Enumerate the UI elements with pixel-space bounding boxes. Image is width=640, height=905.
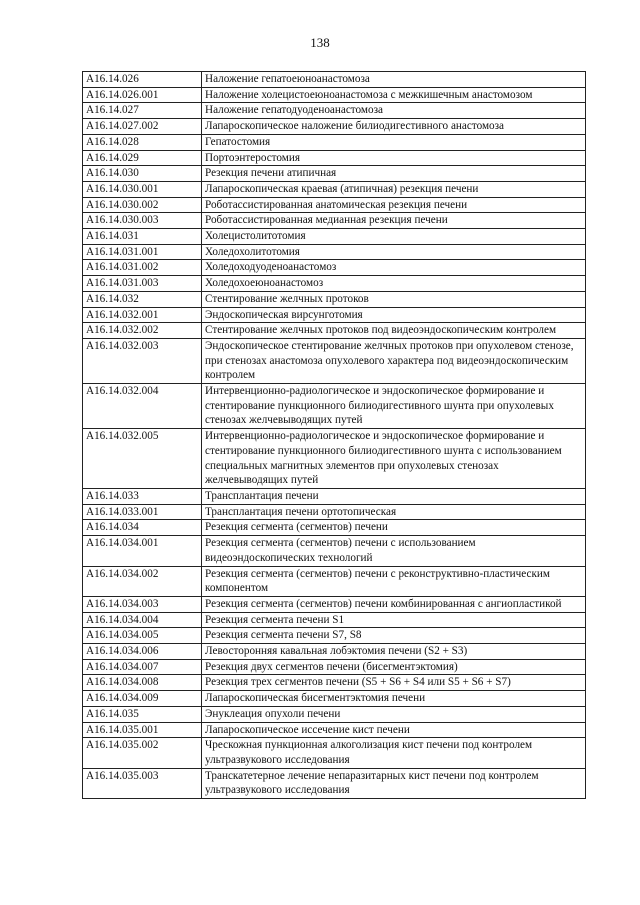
table-row	[83, 488, 586, 504]
procedure-name-cell: Левосторонняя кавальная лобэктомия печени (S2 + S3)	[202, 644, 586, 660]
procedure-code-cell: A16.14.034.009	[83, 691, 202, 707]
procedure-name-cell: Трансплантация печени	[202, 488, 586, 504]
procedure-code-cell: A16.14.032	[83, 291, 202, 307]
procedure-code-cell: A16.14.032.005	[83, 429, 202, 489]
table-row	[83, 244, 586, 260]
procedure-code-cell: A16.14.035.002	[83, 738, 202, 768]
procedure-code-cell: A16.14.034.004	[83, 612, 202, 628]
procedure-code-cell: A16.14.030	[83, 166, 202, 182]
table-row	[83, 213, 586, 229]
procedure-code-cell: A16.14.034	[83, 520, 202, 536]
procedure-name-cell: Холедохоеюноанастомоз	[202, 276, 586, 292]
table-row	[83, 536, 586, 566]
procedure-name-cell: Интервенционно-радиологическое и эндоскопическое формирование и стентирование пункционного билиодигестивного шунта с использованием специальных магнитных элементов при опухолевых стенозах желчевыводящих путей	[202, 429, 586, 489]
table-row	[83, 291, 586, 307]
procedure-name-cell: Роботассистированная анатомическая резекция печени	[202, 197, 586, 213]
procedure-code-cell: A16.14.028	[83, 134, 202, 150]
procedure-code-cell: A16.14.034.002	[83, 566, 202, 596]
procedure-name-cell: Холецистолитотомия	[202, 229, 586, 245]
procedure-code-table	[82, 71, 586, 799]
procedure-code-cell: A16.14.031.001	[83, 244, 202, 260]
procedure-name-cell: Энуклеация опухоли печени	[202, 706, 586, 722]
table-row	[83, 260, 586, 276]
procedure-code-cell: A16.14.026	[83, 72, 202, 88]
table-body	[83, 72, 586, 799]
table-row	[83, 675, 586, 691]
procedure-name-cell: Резекция трех сегментов печени (S5 + S6 + S4 или S5 + S6 + S7)	[202, 675, 586, 691]
procedure-name-cell: Наложение гепатоеюноанастомоза	[202, 72, 586, 88]
procedure-name-cell: Резекция двух сегментов печени (бисегментэктомия)	[202, 659, 586, 675]
table-row	[83, 768, 586, 798]
procedure-name-cell: Наложение холецистоеюноанастомоза с межкишечным анастомозом	[202, 87, 586, 103]
procedure-code-cell: A16.14.035.001	[83, 722, 202, 738]
procedure-name-cell: Лапароскопическое иссечение кист печени	[202, 722, 586, 738]
procedure-name-cell: Резекция печени атипичная	[202, 166, 586, 182]
table-row	[83, 87, 586, 103]
table-row	[83, 166, 586, 182]
table-row	[83, 119, 586, 135]
table-row	[83, 429, 586, 489]
table-row	[83, 612, 586, 628]
procedure-code-cell: A16.14.034.006	[83, 644, 202, 660]
table-row	[83, 738, 586, 768]
procedure-code-cell: A16.14.030.001	[83, 181, 202, 197]
procedure-code-cell: A16.14.027	[83, 103, 202, 119]
table-row	[83, 276, 586, 292]
procedure-name-cell: Интервенционно-радиологическое и эндоскопическое формирование и стентирование пункционного билиодигестивного шунта при опухолевых стенозах желчевыводящих путей	[202, 384, 586, 429]
procedure-name-cell: Резекция сегмента (сегментов) печени	[202, 520, 586, 536]
procedure-name-cell: Резекция сегмента печени S7, S8	[202, 628, 586, 644]
page-number: 138	[310, 35, 330, 50]
procedure-name-cell: Гепатостомия	[202, 134, 586, 150]
table-row	[83, 197, 586, 213]
table-row	[83, 150, 586, 166]
procedure-name-cell: Лапароскопическое наложение билиодигестивного анастомоза	[202, 119, 586, 135]
procedure-name-cell: Холедохолитотомия	[202, 244, 586, 260]
table-row	[83, 596, 586, 612]
table-row	[83, 181, 586, 197]
table-row	[83, 628, 586, 644]
procedure-code-cell: A16.14.031.002	[83, 260, 202, 276]
procedure-name-cell: Чрескожная пункционная алкоголизация кист печени под контролем ультразвукового исследования	[202, 738, 586, 768]
procedure-code-cell: A16.14.032.002	[83, 323, 202, 339]
procedure-code-cell: A16.14.030.003	[83, 213, 202, 229]
procedure-name-cell: Наложение гепатодуоденоанастомоза	[202, 103, 586, 119]
procedure-name-cell: Эндоскопическая вирсунготомия	[202, 307, 586, 323]
procedure-name-cell: Резекция сегмента (сегментов) печени с использованием видеоэндоскопических технологий	[202, 536, 586, 566]
procedure-name-cell: Резекция сегмента (сегментов) печени комбинированная с ангиопластикой	[202, 596, 586, 612]
table-row	[83, 706, 586, 722]
procedure-code-cell: A16.14.034.001	[83, 536, 202, 566]
procedure-name-cell: Роботассистированная медианная резекция печени	[202, 213, 586, 229]
procedure-name-cell: Холедоходуоденоанастомоз	[202, 260, 586, 276]
procedure-code-cell: A16.14.034.007	[83, 659, 202, 675]
procedure-code-cell: A16.14.031	[83, 229, 202, 245]
table-row	[83, 722, 586, 738]
table-row	[83, 566, 586, 596]
procedure-name-cell: Эндоскопическое стентирование желчных протоков при опухолевом стенозе, при стенозах анастомоза опухолевого характера под видеоэндоскопическим контролем	[202, 338, 586, 383]
procedure-code-cell: A16.14.035	[83, 706, 202, 722]
procedure-code-cell: A16.14.029	[83, 150, 202, 166]
procedure-name-cell: Лапароскопическая бисегментэктомия печени	[202, 691, 586, 707]
procedure-code-cell: A16.14.034.003	[83, 596, 202, 612]
procedure-code-cell: A16.14.033	[83, 488, 202, 504]
procedure-code-cell: A16.14.032.003	[83, 338, 202, 383]
table-row	[83, 323, 586, 339]
procedure-name-cell: Транскатетерное лечение непаразитарных кист печени под контролем ультразвукового исследования	[202, 768, 586, 798]
procedure-code-cell: A16.14.031.003	[83, 276, 202, 292]
table-row	[83, 229, 586, 245]
procedure-code-cell: A16.14.026.001	[83, 87, 202, 103]
table-row	[83, 644, 586, 660]
table-row	[83, 103, 586, 119]
procedure-name-cell: Лапароскопическая краевая (атипичная) резекция печени	[202, 181, 586, 197]
procedure-name-cell: Трансплантация печени ортотопическая	[202, 504, 586, 520]
procedure-code-cell: A16.14.035.003	[83, 768, 202, 798]
table-row	[83, 691, 586, 707]
procedure-name-cell: Стентирование желчных протоков под видеоэндоскопическим контролем	[202, 323, 586, 339]
procedure-name-cell: Стентирование желчных протоков	[202, 291, 586, 307]
table-row	[83, 504, 586, 520]
procedure-code-cell: A16.14.032.004	[83, 384, 202, 429]
table-row	[83, 659, 586, 675]
table-row	[83, 307, 586, 323]
table-row	[83, 72, 586, 88]
procedure-name-cell: Резекция сегмента (сегментов) печени с реконструктивно-пластическим компонентом	[202, 566, 586, 596]
procedure-code-cell: A16.14.034.008	[83, 675, 202, 691]
procedure-name-cell: Резекция сегмента печени S1	[202, 612, 586, 628]
table-row	[83, 384, 586, 429]
procedure-code-cell: A16.14.032.001	[83, 307, 202, 323]
procedure-code-cell: A16.14.030.002	[83, 197, 202, 213]
procedure-code-cell: A16.14.034.005	[83, 628, 202, 644]
table-row	[83, 520, 586, 536]
procedure-name-cell: Портоэнтеростомия	[202, 150, 586, 166]
procedure-code-cell: A16.14.033.001	[83, 504, 202, 520]
procedure-code-cell: A16.14.027.002	[83, 119, 202, 135]
table-row	[83, 134, 586, 150]
table-row	[83, 338, 586, 383]
